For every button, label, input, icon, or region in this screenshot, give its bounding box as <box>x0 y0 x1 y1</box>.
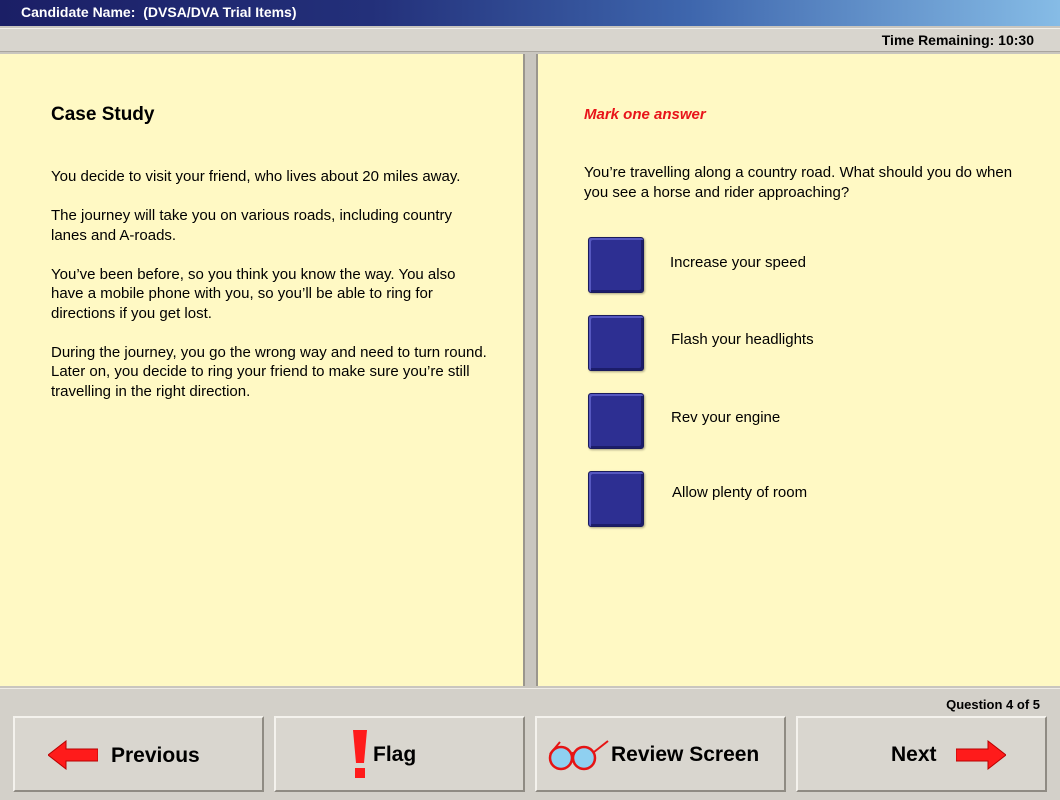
answer-checkbox[interactable] <box>588 237 644 293</box>
right-arrow-icon <box>956 740 1006 770</box>
answer-checkbox[interactable] <box>588 315 644 371</box>
answer-label: Flash your headlights <box>671 331 814 348</box>
answer-option-4[interactable] <box>588 471 1028 531</box>
candidate-name: (DVSA/DVA Trial Items) <box>143 4 297 20</box>
review-screen-label: Review Screen <box>611 743 760 766</box>
case-study-panel <box>0 54 525 686</box>
answer-label: Allow plenty of room <box>672 484 808 501</box>
case-paragraph: During the journey, you go the wrong way and need to turn round. Later on, you decide to ring your friend to make sure you’re still travelling in the right direction. <box>51 343 487 400</box>
previous-button[interactable] <box>13 716 264 792</box>
answer-checkbox[interactable] <box>588 471 644 527</box>
panel-divider <box>525 54 536 686</box>
title-bar <box>0 0 1060 26</box>
answer-option-1[interactable] <box>588 237 1028 297</box>
next-button[interactable] <box>796 716 1047 792</box>
time-remaining: Time Remaining: 10:30 <box>881 32 1034 48</box>
case-paragraph: You decide to visit your friend, who lives about 20 miles away. <box>51 168 461 185</box>
review-screen-button[interactable] <box>535 716 786 792</box>
case-paragraph: You’ve been before, so you think you know the way. You also have a mobile phone with you, so you’ll be able to ring for directions if you get lost. <box>51 265 456 322</box>
case-study-title: Case Study <box>51 104 155 125</box>
next-label: Next <box>891 743 937 766</box>
flag-button[interactable] <box>274 716 525 792</box>
answer-option-2[interactable] <box>588 315 1028 375</box>
previous-label: Previous <box>111 744 200 767</box>
question-text: You’re travelling along a country road. What should you do when you see a horse and rider approaching? <box>584 164 1013 201</box>
answer-checkbox[interactable] <box>588 393 644 449</box>
candidate-label: Candidate Name: <box>21 4 136 20</box>
left-arrow-icon <box>48 740 98 770</box>
answer-instruction: Mark one answer <box>584 106 706 123</box>
case-paragraph: The journey will take you on various roads, including country lanes and A-roads. <box>51 207 453 244</box>
flag-label: Flag <box>373 743 417 766</box>
answer-option-3[interactable] <box>588 393 1028 453</box>
answer-label: Rev your engine <box>671 409 781 426</box>
glasses-icon <box>546 738 610 772</box>
question-counter: Question 4 of 5 <box>946 697 1040 712</box>
answer-label: Increase your speed <box>670 254 806 271</box>
exclamation-icon <box>350 730 370 780</box>
case-study-text <box>51 167 491 421</box>
timer-bar <box>0 28 1060 52</box>
question-panel <box>536 54 1060 686</box>
